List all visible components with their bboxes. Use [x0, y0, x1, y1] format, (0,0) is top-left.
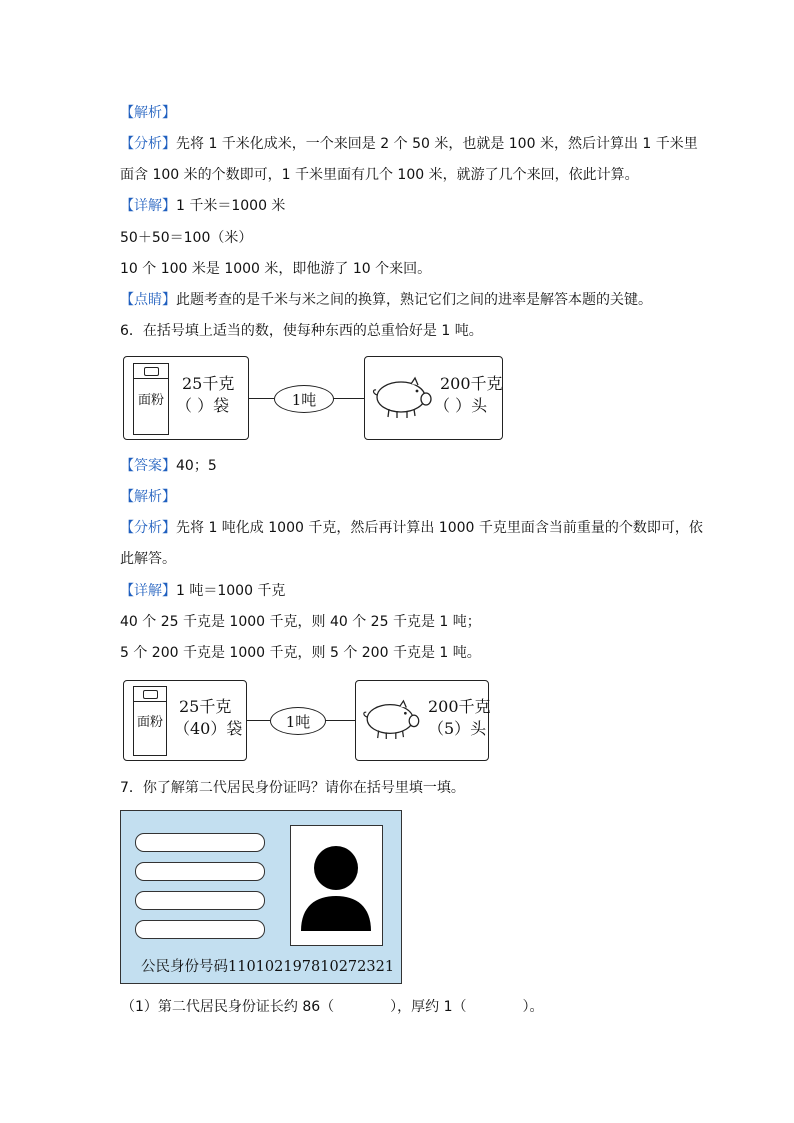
pig-box: [364, 356, 503, 440]
q6-fenxi-text1: 先将 1 吨化成 1000 千克，然后再计算出 1000 千克里面含当前重量的个数即可，依: [176, 520, 703, 536]
q6-fenxi-line2: 此解答。: [120, 551, 176, 567]
q5-calc: 50＋50＝100（米）: [120, 230, 253, 246]
q6-xiangjie-text: 1 吨＝1000 千克: [176, 583, 286, 599]
id-photo: [290, 825, 383, 946]
q6-xiangjie-tag: 【详解】: [120, 583, 176, 599]
q5-dianjing-tag: 【点睛】: [120, 292, 176, 308]
q6-question: 6．在括号填上适当的数，使每种东西的总重恰好是 1 吨。: [120, 323, 483, 339]
q5-xiangjie: [120, 196, 285, 216]
card-field-3: [135, 891, 265, 910]
q7-question: 7．你了解第二代居民身份证吗？请你在括号里填一填。: [120, 780, 465, 796]
q6-xiangjie: [120, 581, 285, 601]
center-ton-oval: 1吨: [270, 707, 326, 735]
connector-right: [333, 398, 364, 399]
flour-bag-icon: [133, 363, 169, 435]
connector-left: [248, 398, 274, 399]
q5-xiangjie-tag: 【详解】: [120, 198, 176, 214]
q6-line1: 40 个 25 千克是 1000 千克，则 40 个 25 千克是 1 吨；: [120, 614, 481, 630]
q5-fenxi-text1: 先将 1 千米化成米，一个来回是 2 个 50 米，也就是 100 米，然后计算出 1 千米里: [176, 136, 698, 152]
card-field-2: [135, 862, 265, 881]
id-number-text: 公民身份号码110102197810272321: [141, 959, 395, 975]
connector-right: [325, 720, 355, 721]
bag-box-answer: [123, 680, 247, 761]
pig-weight: 200千克: [440, 374, 503, 393]
q5-fenxi-tag: 【分析】: [120, 136, 176, 152]
q6-answer-text: 40；5: [176, 458, 217, 474]
bag-box: [123, 356, 249, 440]
pig-icon: [371, 375, 435, 419]
q5-fenxi-line1: [120, 134, 698, 154]
q7-sub1: （1）第二代居民身份证长约 86（ ），厚约 1（ ）。: [121, 999, 544, 1015]
bag-weight: 25千克: [182, 374, 235, 393]
q5-result: 10 个 100 米是 1000 米，即他游了 10 个来回。: [120, 261, 432, 277]
q5-fenxi-line2: 面含 100 米的个数即可，1 千米里面有几个 100 米，就游了几个来回，依此计算。: [120, 167, 639, 183]
q6-answer-tag: 【答案】: [120, 458, 176, 474]
pig-unit-answer: （5）头: [428, 719, 487, 738]
card-field-4: [135, 920, 265, 939]
card-field-1: [135, 833, 265, 852]
q6-jiexi-heading: 【解析】: [120, 489, 176, 505]
flour-bag-icon: [133, 686, 167, 756]
q6-answer: [120, 456, 217, 476]
pig-box-answer: [355, 680, 489, 761]
q6-fenxi-tag: 【分析】: [120, 520, 176, 536]
pig-weight: 200千克: [428, 697, 491, 716]
bag-weight: 25千克: [179, 697, 232, 716]
q5-jiexi-heading: 【解析】: [120, 105, 176, 121]
person-silhouette-icon: [291, 826, 382, 945]
pig-unit: （ ）头: [434, 396, 488, 415]
id-card-figure: [120, 810, 402, 984]
bag-label: 面粉: [136, 715, 163, 730]
bag-unit: （ ）袋: [176, 396, 230, 415]
q5-dianjing: [120, 290, 652, 310]
center-ton-oval: 1吨: [274, 385, 334, 413]
pig-icon: [361, 698, 423, 740]
q6-line2: 5 个 200 千克是 1000 千克，则 5 个 200 千克是 1 吨。: [120, 645, 481, 661]
connector-left: [246, 720, 270, 721]
q5-xiangjie-text: 1 千米＝1000 米: [176, 198, 286, 214]
bag-label: 面粉: [137, 393, 164, 408]
q5-dianjing-text: 此题考查的是千米与米之间的换算，熟记它们之间的进率是解答本题的关键。: [176, 292, 652, 308]
q6-fenxi-line1: [120, 518, 703, 538]
bag-unit-answer: （40）袋: [174, 719, 243, 738]
